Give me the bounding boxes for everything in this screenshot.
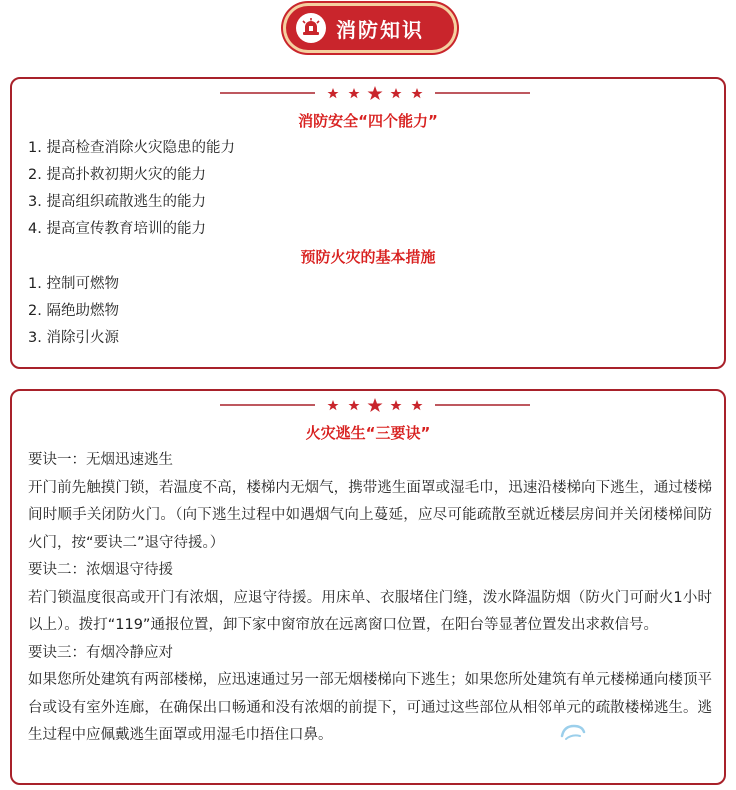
list-item: 3. 提高组织疏散逃生的能力 bbox=[28, 194, 206, 210]
header-badge bbox=[286, 6, 454, 50]
list-item: 2. 提高扑救初期火灾的能力 bbox=[28, 167, 206, 183]
escape-panel bbox=[10, 389, 726, 785]
list-item: 1. 提高检查消除火灾隐患的能力 bbox=[28, 140, 235, 156]
tip-heading: 要诀二：浓烟退守待援 bbox=[28, 562, 173, 578]
section-title-prevention: 预防火灾的基本措施 bbox=[300, 248, 436, 266]
list-item: 3. 消除引火源 bbox=[28, 330, 119, 346]
page-title: 消防知识 bbox=[336, 17, 424, 42]
section-title-escape-tips: 火灾逃生“三要诀” bbox=[305, 424, 431, 442]
list-item: 4. 提高宣传教育培训的能力 bbox=[28, 221, 206, 237]
alarm-light-icon bbox=[296, 13, 326, 43]
tip-body: 若门锁温度很高或开门有浓烟，应退守待援。用床单、衣服堵住门缝，泼水降温防烟（防火门可耐火1小时以上）。拨打“119”通报位置，卸下家中窗帘放在远离窗口位置，在阳台等显著位置发出求救信号。 bbox=[28, 589, 712, 633]
section-title-four-abilities: 消防安全“四个能力” bbox=[298, 112, 438, 130]
list-item: 2. 隔绝助燃物 bbox=[28, 303, 119, 319]
tip-heading: 要诀三：有烟冷静应对 bbox=[28, 644, 173, 661]
list-item: 1. 控制可燃物 bbox=[28, 276, 119, 292]
tip-body: 开门前先触摸门锁，若温度不高，楼梯内无烟气，携带逃生面罩或湿毛巾，迅速沿楼梯向下逃生，通过楼梯间时顺手关闭防火门。（向下逃生过程中如遇烟气向上蔓延，应尽可能疏散至就近楼层房间并关闭楼梯间防火门，按“要诀二”退守待援。） bbox=[28, 479, 712, 551]
tip-heading: 要诀一：无烟迅速逃生 bbox=[28, 452, 173, 468]
watermark-icon bbox=[558, 720, 588, 744]
tip-body: 如果您所处建筑有两部楼梯，应迅速通过另一部无烟楼梯向下逃生；如果您所处建筑有单元楼梯通向楼顶平台或设有室外连廊，在确保出口畅通和没有浓烟的前提下，可通过这些部位从相邻单元的疏散楼梯逃生。逃生过程中应佩戴逃生面罩或用湿毛巾捂住口鼻。 bbox=[28, 672, 712, 743]
ability-panel bbox=[10, 77, 726, 369]
star-divider bbox=[220, 398, 530, 412]
star-divider bbox=[220, 86, 530, 100]
